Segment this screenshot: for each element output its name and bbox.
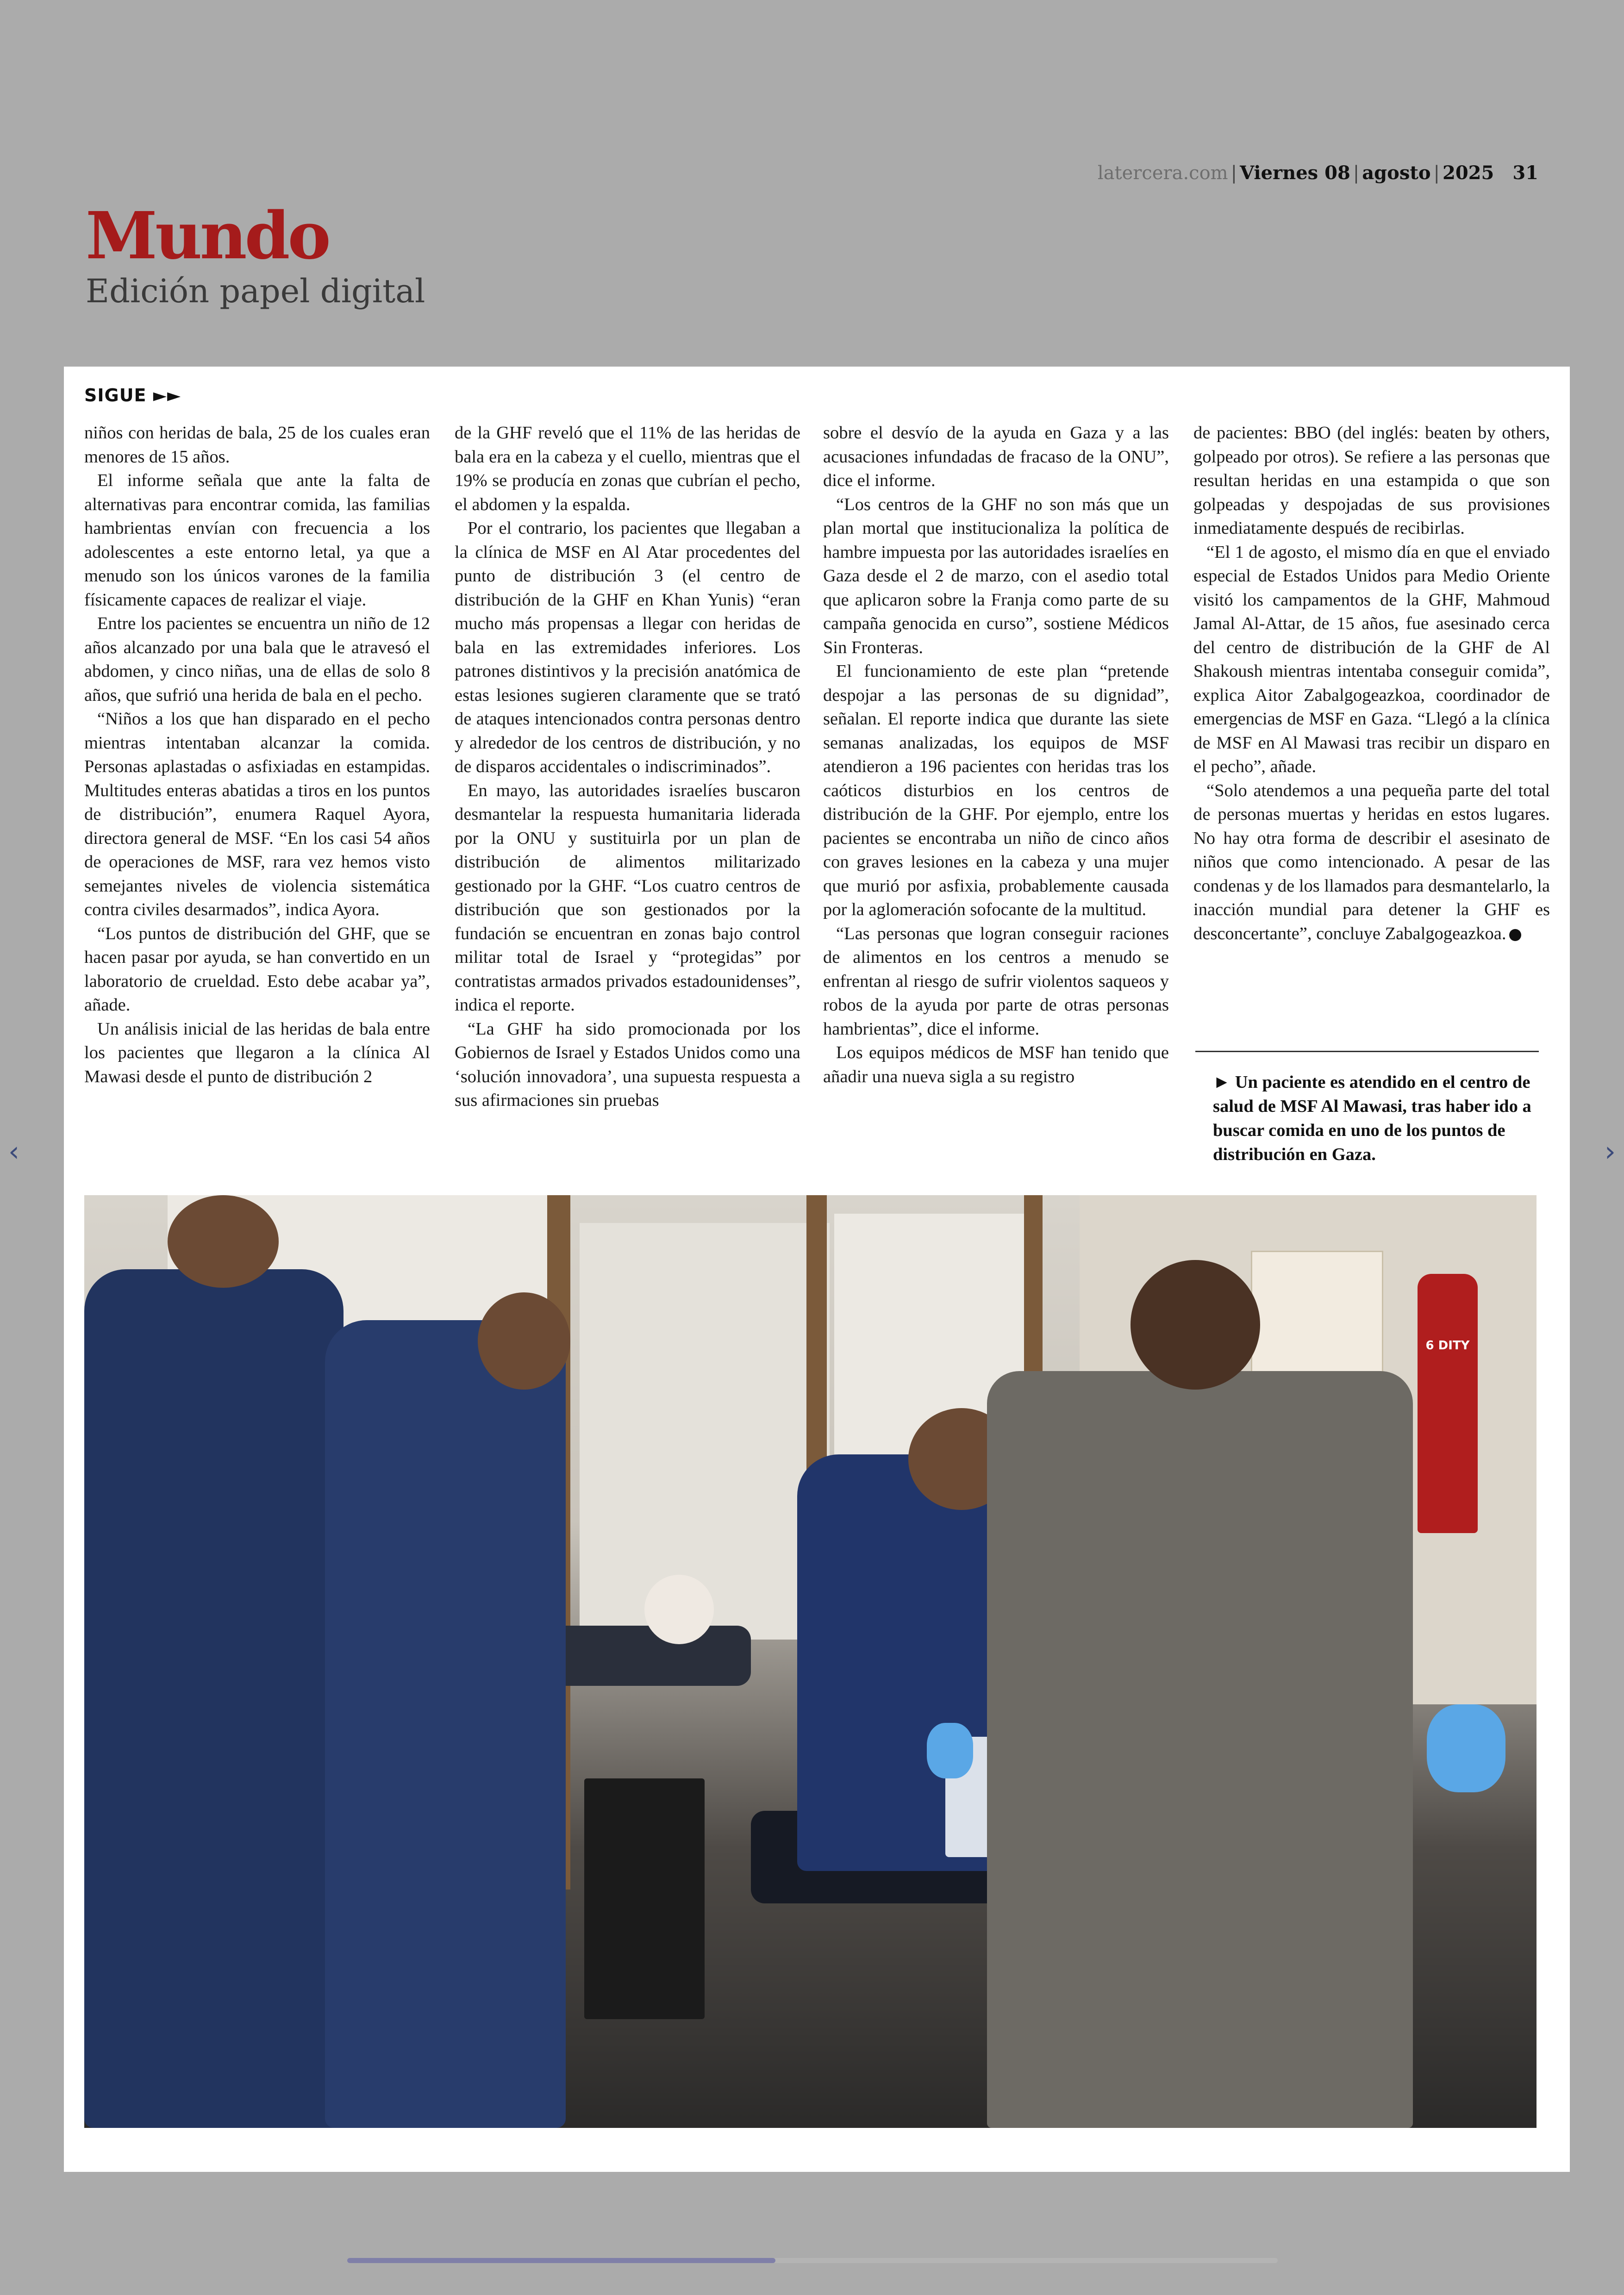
paragraph: Los equipos médicos de MSF han tenido que añadir una nueva sigla a su registro [823, 1043, 1169, 1086]
photo-fire-extinguisher [1418, 1274, 1478, 1533]
paragraph: sobre el desvío de la ayuda en Gaza y a las acusaciones infundadas de fracaso de la ONU”, dice el informe. [823, 423, 1169, 490]
chevron-right-icon[interactable]: › [1605, 1135, 1616, 1168]
end-of-article-icon [1509, 929, 1521, 941]
paragraph: de la GHF reveló que el 11% de las heridas de bala era en la cabeza y el cuello, mientras que el 19% se producía en zonas que cubrían el pecho, el abdomen y la espalda. [455, 423, 800, 514]
continued-label: SIGUE ►► [84, 385, 181, 405]
paragraph: “El 1 de agosto, el mismo día en que el enviado especial de Estados Unidos para Medio Oriente visitó los campamentos de la GHF, Mahmoud Jamal Al-Attar, de 15 años, fue asesinado cerca del centro de distribución de la GHF de Al Shakoush mientras intentaba conseguir comida”, explica Aitor Zabalgogeazkoa, coordinador de emergencias de MSF en Gaza. “Llegó a la clínica de MSF en Al Mawasi tras recibir un disparo en el pecho”, añade. [1193, 542, 1550, 776]
photo-bandaged-head [644, 1575, 714, 1644]
photo-glove [1427, 1704, 1505, 1792]
photo-medic-center [325, 1320, 566, 2128]
previous-page-button[interactable] [8, 1135, 19, 1168]
paragraph: Un análisis inicial de las heridas de bala entre los pacientes que llegaron a la clínica Al Mawasi desde el punto de distribución 2 [84, 1019, 430, 1086]
issue-month: agosto [1362, 162, 1431, 184]
photo-grey-shirt-man [987, 1371, 1413, 2128]
section-title: Mundo [86, 198, 329, 274]
paragraph: “Las personas que logran conseguir raciones de alimentos en los centros a menudo se enfrentan al riesgo de sufrir violentos saqueos y robos de la ayuda por parte de otras personas hambrientas”, dice el informe. [823, 923, 1169, 1039]
paragraph: “Los centros de la GHF no son más que un plan mortal que institucionaliza la política de hambre impuesta por las autoridades israelíes en Gaza desde el 2 de marzo, con el asedio total que aplicaron sobre la Franja como parte de su campaña genocida en curso”, sostiene Médicos Sin Fronteras. [823, 494, 1169, 657]
chevron-left-icon[interactable]: ‹ [8, 1135, 19, 1168]
paragraph: “Niños a los que han disparado en el pecho mientras intentaban alcanzar la comida. Personas aplastadas o asfixiadas en estampidas. Multitudes enteras abatidas a tiros en los puntos de distribución”, enumera Raquel Ayora, directora general de MSF. “En los casi 54 años de operaciones de MSF, rara vez hemos visto semejantes niveles de violencia sistemática contra civiles desarmados”, indica Ayora. [84, 709, 430, 919]
paragraph: En mayo, las autoridades israelíes buscaron desmantelar la respuesta humanitaria liderada por la ONU y sustituirla por un plan de distribución de alimentos militarizado gestionado por la GHF. “Los cuatro centros de distribución que son gestionados por la fundación se encuentran en zonas bajo control militar total de Israel y “protegidas” por contratistas armados privados estadounidenses”, indica el reporte. [455, 780, 800, 1015]
photo-medic-head [168, 1195, 279, 1288]
photo-glove [927, 1723, 973, 1778]
site-name: latercera.com [1097, 162, 1228, 184]
paragraph-text: “Solo atendemos a una pequeña parte del total de personas muertas y heridas en estos lugares. No hay otra forma de describir el asesinato de niños que como intencionado. A pesar de las condenas y de los llamados para desmantelarlo, la inacción mundial para detener la GHF es desconcertante”, concluye Zabalgogeazkoa. [1193, 780, 1550, 943]
article-column-1 [84, 421, 430, 1086]
paragraph: Por el contrario, los pacientes que llegaban a la clínica de MSF en Al Atar procedentes del punto de distribución 3 (el centro de distribución de la GHF en Khan Yunis) “eran mucho más propensas a llegar con heridas de bala en las extremidades inferiores. Los patrones distintivos y la precisión anatómica de estas lesiones sugieren claramente que se trató de ataques intencionados contra personas dentro y alrededor de los centros de distribución, y no de disparos accidentales o indiscriminados”. [455, 518, 800, 776]
newspaper-page [64, 367, 1570, 2172]
paragraph: de pacientes: BBO (del inglés: beaten by others, golpeado por otros). Se refiere a las personas que resultan heridas en una estampida o que son golpeadas y despojadas de sus provisiones inmediatamente después de recibirlas. [1193, 423, 1550, 538]
article-column-3 [823, 421, 1169, 1086]
paragraph: niños con heridas de bala, 25 de los cuales eran menores de 15 años. [84, 423, 430, 467]
next-page-button[interactable] [1605, 1135, 1616, 1168]
edition-subtitle: Edición papel digital [86, 272, 425, 310]
photo-tent-wall [580, 1223, 830, 1640]
paragraph: “La GHF ha sido promocionada por los Gobiernos de Israel y Estados Unidos como una ‘solución innovadora’, una supuesta respuesta a sus afirmaciones sin pruebas [455, 1019, 800, 1110]
folio-line: latercera.com | Viernes 08 | agosto | 2025 31 [1097, 162, 1538, 184]
reading-progress-bar[interactable] [347, 2258, 1278, 2263]
photo-medic-left [84, 1269, 344, 2128]
caption-divider [1195, 1051, 1539, 1052]
paragraph: “Los puntos de distribución del GHF, que se hacen pasar por ayuda, se han convertido en un laboratorio de crueldad. Esto debe acabar ya”, añade. [84, 923, 430, 1015]
article-photo [84, 1195, 1537, 2128]
article-column-4 [1193, 421, 1550, 1023]
photo-caption: ► Un paciente es atendido en el centro de salud de MSF Al Mawasi, tras haber ido a buscar comida en uno de los puntos de distribución en Gaza. [1213, 1073, 1531, 1164]
issue-day: Viernes 08 [1240, 162, 1350, 184]
photo-man-head [1131, 1260, 1260, 1390]
paragraph [1193, 779, 1550, 946]
photo-medic-head [478, 1292, 570, 1390]
page-number: 31 [1512, 162, 1538, 184]
paragraph: El funcionamiento de este plan “pretende despojar a las personas de su dignidad”, señalan. El reporte indica que durante las siete semanas analizadas, los equipos de MSF atendieron a 196 pacientes con heridas tras los caóticos disturbios en los centros de distribución de la GHF. Por ejemplo, entre los pacientes se encontraba un niño de cinco años con graves lesiones en la cabeza y una mujer que murió por asfixia, probablemente causada por la aglomeración sofocante de la multitud. [823, 661, 1169, 919]
reading-progress-fill [347, 2258, 775, 2263]
article-column-2 [455, 421, 800, 1110]
photo-waste-bin [584, 1778, 705, 2019]
extinguisher-label: 6 DITY [1425, 1339, 1470, 1353]
issue-year: 2025 [1443, 162, 1494, 184]
paragraph: El informe señala que ante la falta de alternativas para encontrar comida, las familias hambrientas envían con frecuencia a los adolescentes a este entorno letal, ya que a menudo son los únicos varones de la familia físicamente capaces de realizar el viaje. [84, 471, 430, 610]
paragraph: Entre los pacientes se encuentra un niño de 12 años alcanzado por una bala que le atravesó el abdomen, y cinco niñas, una de ellas de solo 8 años, que sufrió una herida de bala en el pecho. [84, 614, 430, 705]
